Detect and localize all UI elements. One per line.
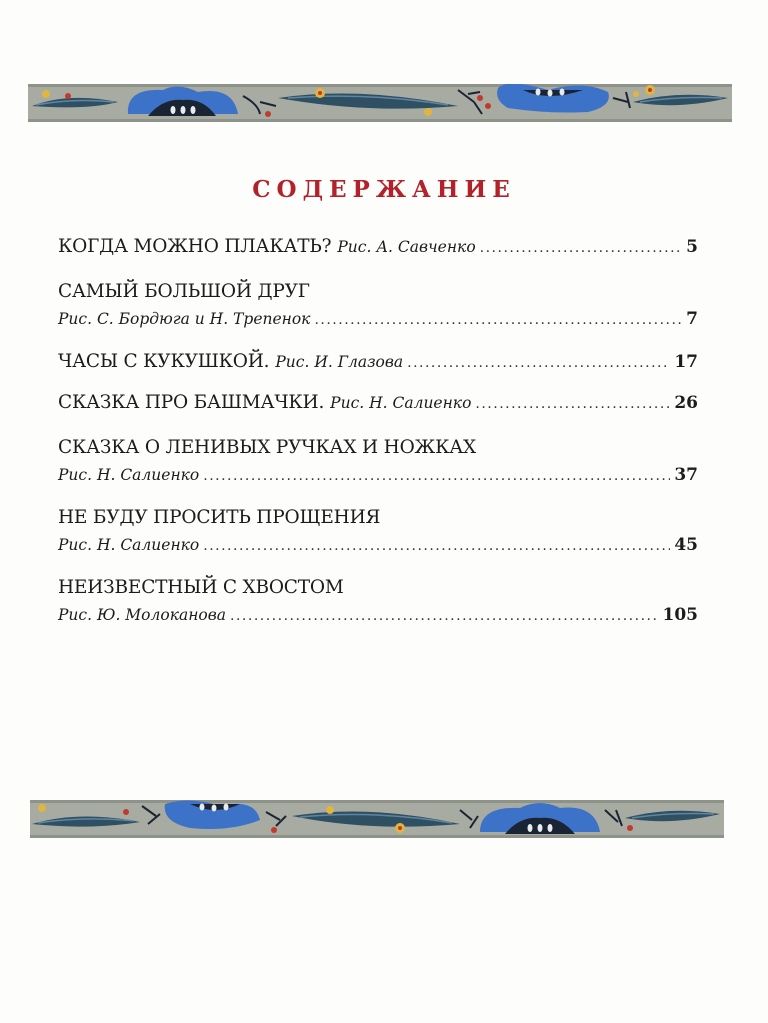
illustrator-credit: Рис. С. Бордюга и Н. Трепенок	[58, 310, 311, 328]
story-title: НЕ БУДУ ПРОСИТЬ ПРОЩЕНИЯ	[58, 507, 381, 528]
illustrator-credit: Рис. Н. Салиенко	[58, 466, 200, 484]
story-title: СКАЗКА О ЛЕНИВЫХ РУЧКАХ И НОЖКАХ	[58, 437, 477, 458]
toc-entry[interactable]	[58, 503, 698, 557]
toc-entry[interactable]	[58, 232, 698, 261]
contents-title: СОДЕРЖАНИЕ	[252, 176, 516, 203]
leader-dots	[203, 534, 670, 558]
page-number: 45	[674, 535, 698, 555]
leader-dots	[480, 234, 683, 263]
story-title: НЕИЗВЕСТНЫЙ С ХВОСТОМ	[58, 577, 344, 598]
page-number: 105	[662, 605, 698, 625]
story-title: ЧАСЫ С КУКУШКОЙ.	[58, 351, 270, 372]
toc-entry[interactable]	[58, 347, 698, 376]
page-number: 17	[674, 352, 698, 372]
leader-dots	[475, 390, 670, 419]
illustrator-credit: Рис. И. Глазова	[275, 353, 404, 371]
top-ornament-band	[28, 84, 732, 122]
leader-dots	[407, 349, 670, 378]
story-title: СКАЗКА ПРО БАШМАЧКИ.	[58, 392, 325, 413]
page-number: 5	[686, 237, 698, 257]
folk-floral-ornament-icon	[30, 800, 724, 838]
leader-dots	[230, 604, 658, 628]
page-number: 37	[674, 465, 698, 485]
story-title: САМЫЙ БОЛЬШОЙ ДРУГ	[58, 281, 310, 302]
table-of-contents	[58, 232, 698, 627]
illustrator-credit: Рис. Ю. Молоканова	[58, 606, 227, 624]
bottom-ornament-band	[30, 800, 724, 838]
leader-dots	[314, 308, 682, 332]
illustrator-credit: Рис. А. Савченко	[337, 238, 476, 256]
page-number: 7	[686, 309, 698, 329]
story-title: КОГДА МОЖНО ПЛАКАТЬ?	[58, 236, 332, 257]
toc-entry[interactable]	[58, 388, 698, 417]
toc-entry[interactable]	[58, 277, 698, 331]
leader-dots	[203, 464, 670, 488]
toc-entry[interactable]	[58, 573, 698, 627]
illustrator-credit: Рис. Н. Салиенко	[58, 536, 200, 554]
illustrator-credit: Рис. Н. Салиенко	[330, 394, 472, 412]
toc-entry[interactable]	[58, 433, 698, 487]
page-number: 26	[674, 393, 698, 413]
folk-floral-ornament-icon	[28, 84, 732, 122]
